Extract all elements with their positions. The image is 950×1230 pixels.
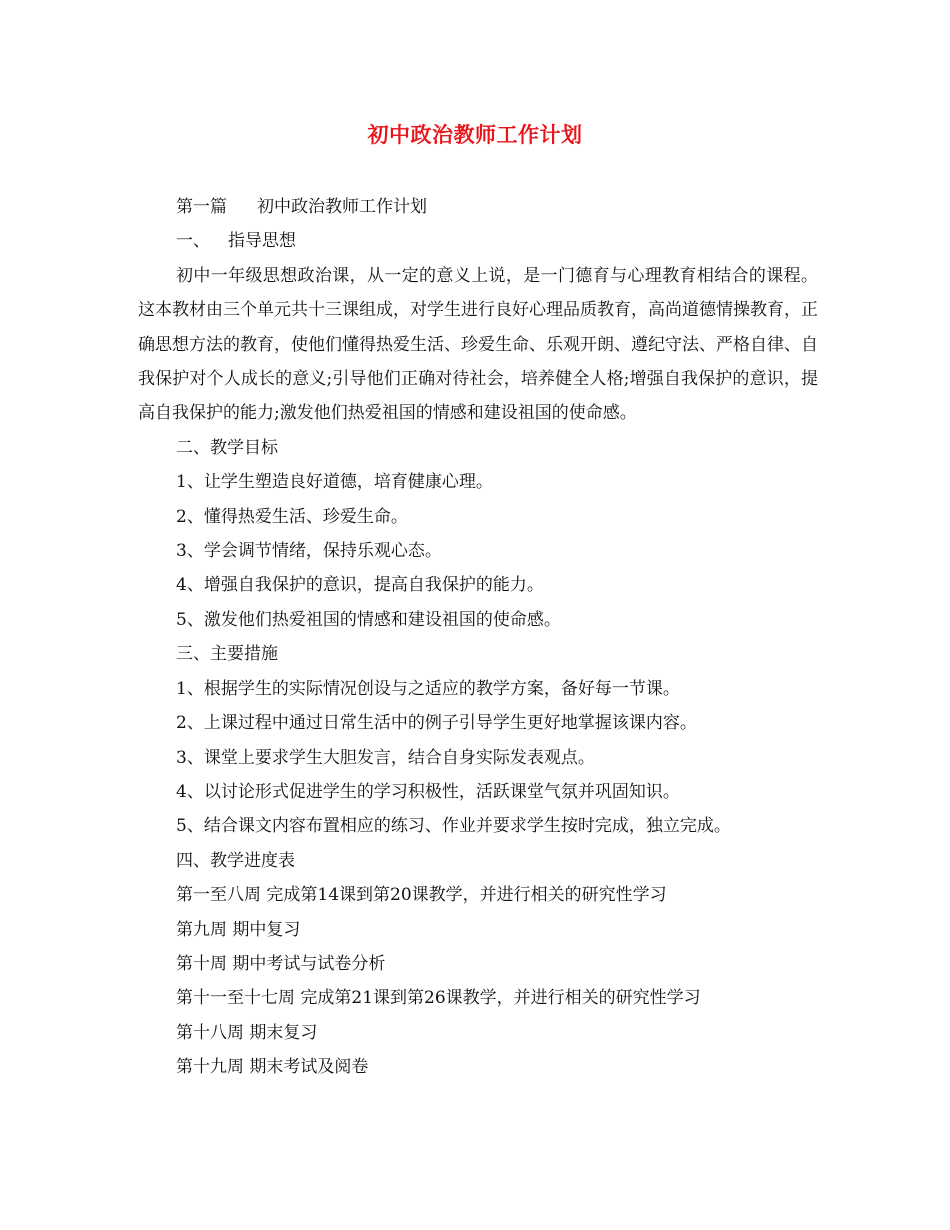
schedule-item: 第十一至十七周 完成第21课到第26课教学，并进行相关的研究性学习	[176, 988, 701, 1009]
section-heading-guiding-ideology	[138, 224, 818, 258]
teaching-goal-item: 2、懂得热爱生活、珍爱生命。	[176, 506, 408, 527]
subtitle-name: 初中政治教师工作计划	[257, 197, 427, 217]
measure-item: 1、根据学生的实际情况创设与之适应的教学方案，备好每一节课。	[176, 678, 680, 699]
schedule-item: 第十周 期中考试与试卷分析	[176, 953, 386, 974]
schedule-item: 第九周 期中复习	[176, 919, 301, 940]
guiding-ideology-paragraph: 初中一年级思想政治课，从一定的意义上说，是一门德育与心理教育相结合的课程。这本教材由三个单元共十三课组成，对学生进行良好心理品质教育，高尚道德情操教育，正确思想方法的教育，使他们懂得热爱生活、珍爱生命、乐观开朗、遵纪守法、严格自律、自我保护对个人成长的意义;引导他们正确对待社会，培养健全人格;增强自我保护的意识，提高自我保护的能力;激发他们热爱祖国的情感和建设祖国的使命感。	[138, 265, 818, 424]
section-heading-schedule: 四、教学进度表	[176, 850, 295, 871]
teaching-goal-item: 3、学会调节情绪，保持乐观心态。	[176, 541, 442, 562]
section-heading-teaching-goals: 二、教学目标	[176, 437, 278, 458]
schedule-item: 第十九周 期末考试及阅卷	[176, 1057, 369, 1078]
section-heading-main-measures: 三、主要措施	[176, 644, 278, 665]
measure-item: 4、以讨论形式促进学生的学习积极性，活跃课堂气氛并巩固知识。	[176, 781, 680, 802]
schedule-item: 第十八周 期末复习	[176, 1022, 318, 1043]
measure-item: 2、上课过程中通过日常生活中的例子引导学生更好地掌握该课内容。	[176, 713, 697, 734]
section-heading-text: 指导思想	[228, 231, 296, 252]
section-number: 一、	[176, 231, 210, 252]
document-subtitle	[138, 190, 818, 224]
document-title: 初中政治教师工作计划	[367, 122, 583, 147]
schedule-item: 第一至八周 完成第14课到第20课教学，并进行相关的研究性学习	[176, 885, 667, 906]
measure-item: 5、结合课文内容布置相应的练习、作业并要求学生按时完成，独立完成。	[176, 816, 731, 837]
subtitle-part-label: 第一篇	[176, 197, 227, 217]
teaching-goal-item: 4、增强自我保护的意识，提高自我保护的能力。	[176, 575, 544, 596]
teaching-goal-item: 1、让学生塑造良好道德，培育健康心理。	[176, 472, 493, 493]
measure-item: 3、课堂上要求学生大胆发言，结合自身实际发表观点。	[176, 747, 595, 768]
document-body	[138, 190, 818, 1085]
teaching-goal-item: 5、激发他们热爱祖国的情感和建设祖国的使命感。	[176, 609, 561, 630]
